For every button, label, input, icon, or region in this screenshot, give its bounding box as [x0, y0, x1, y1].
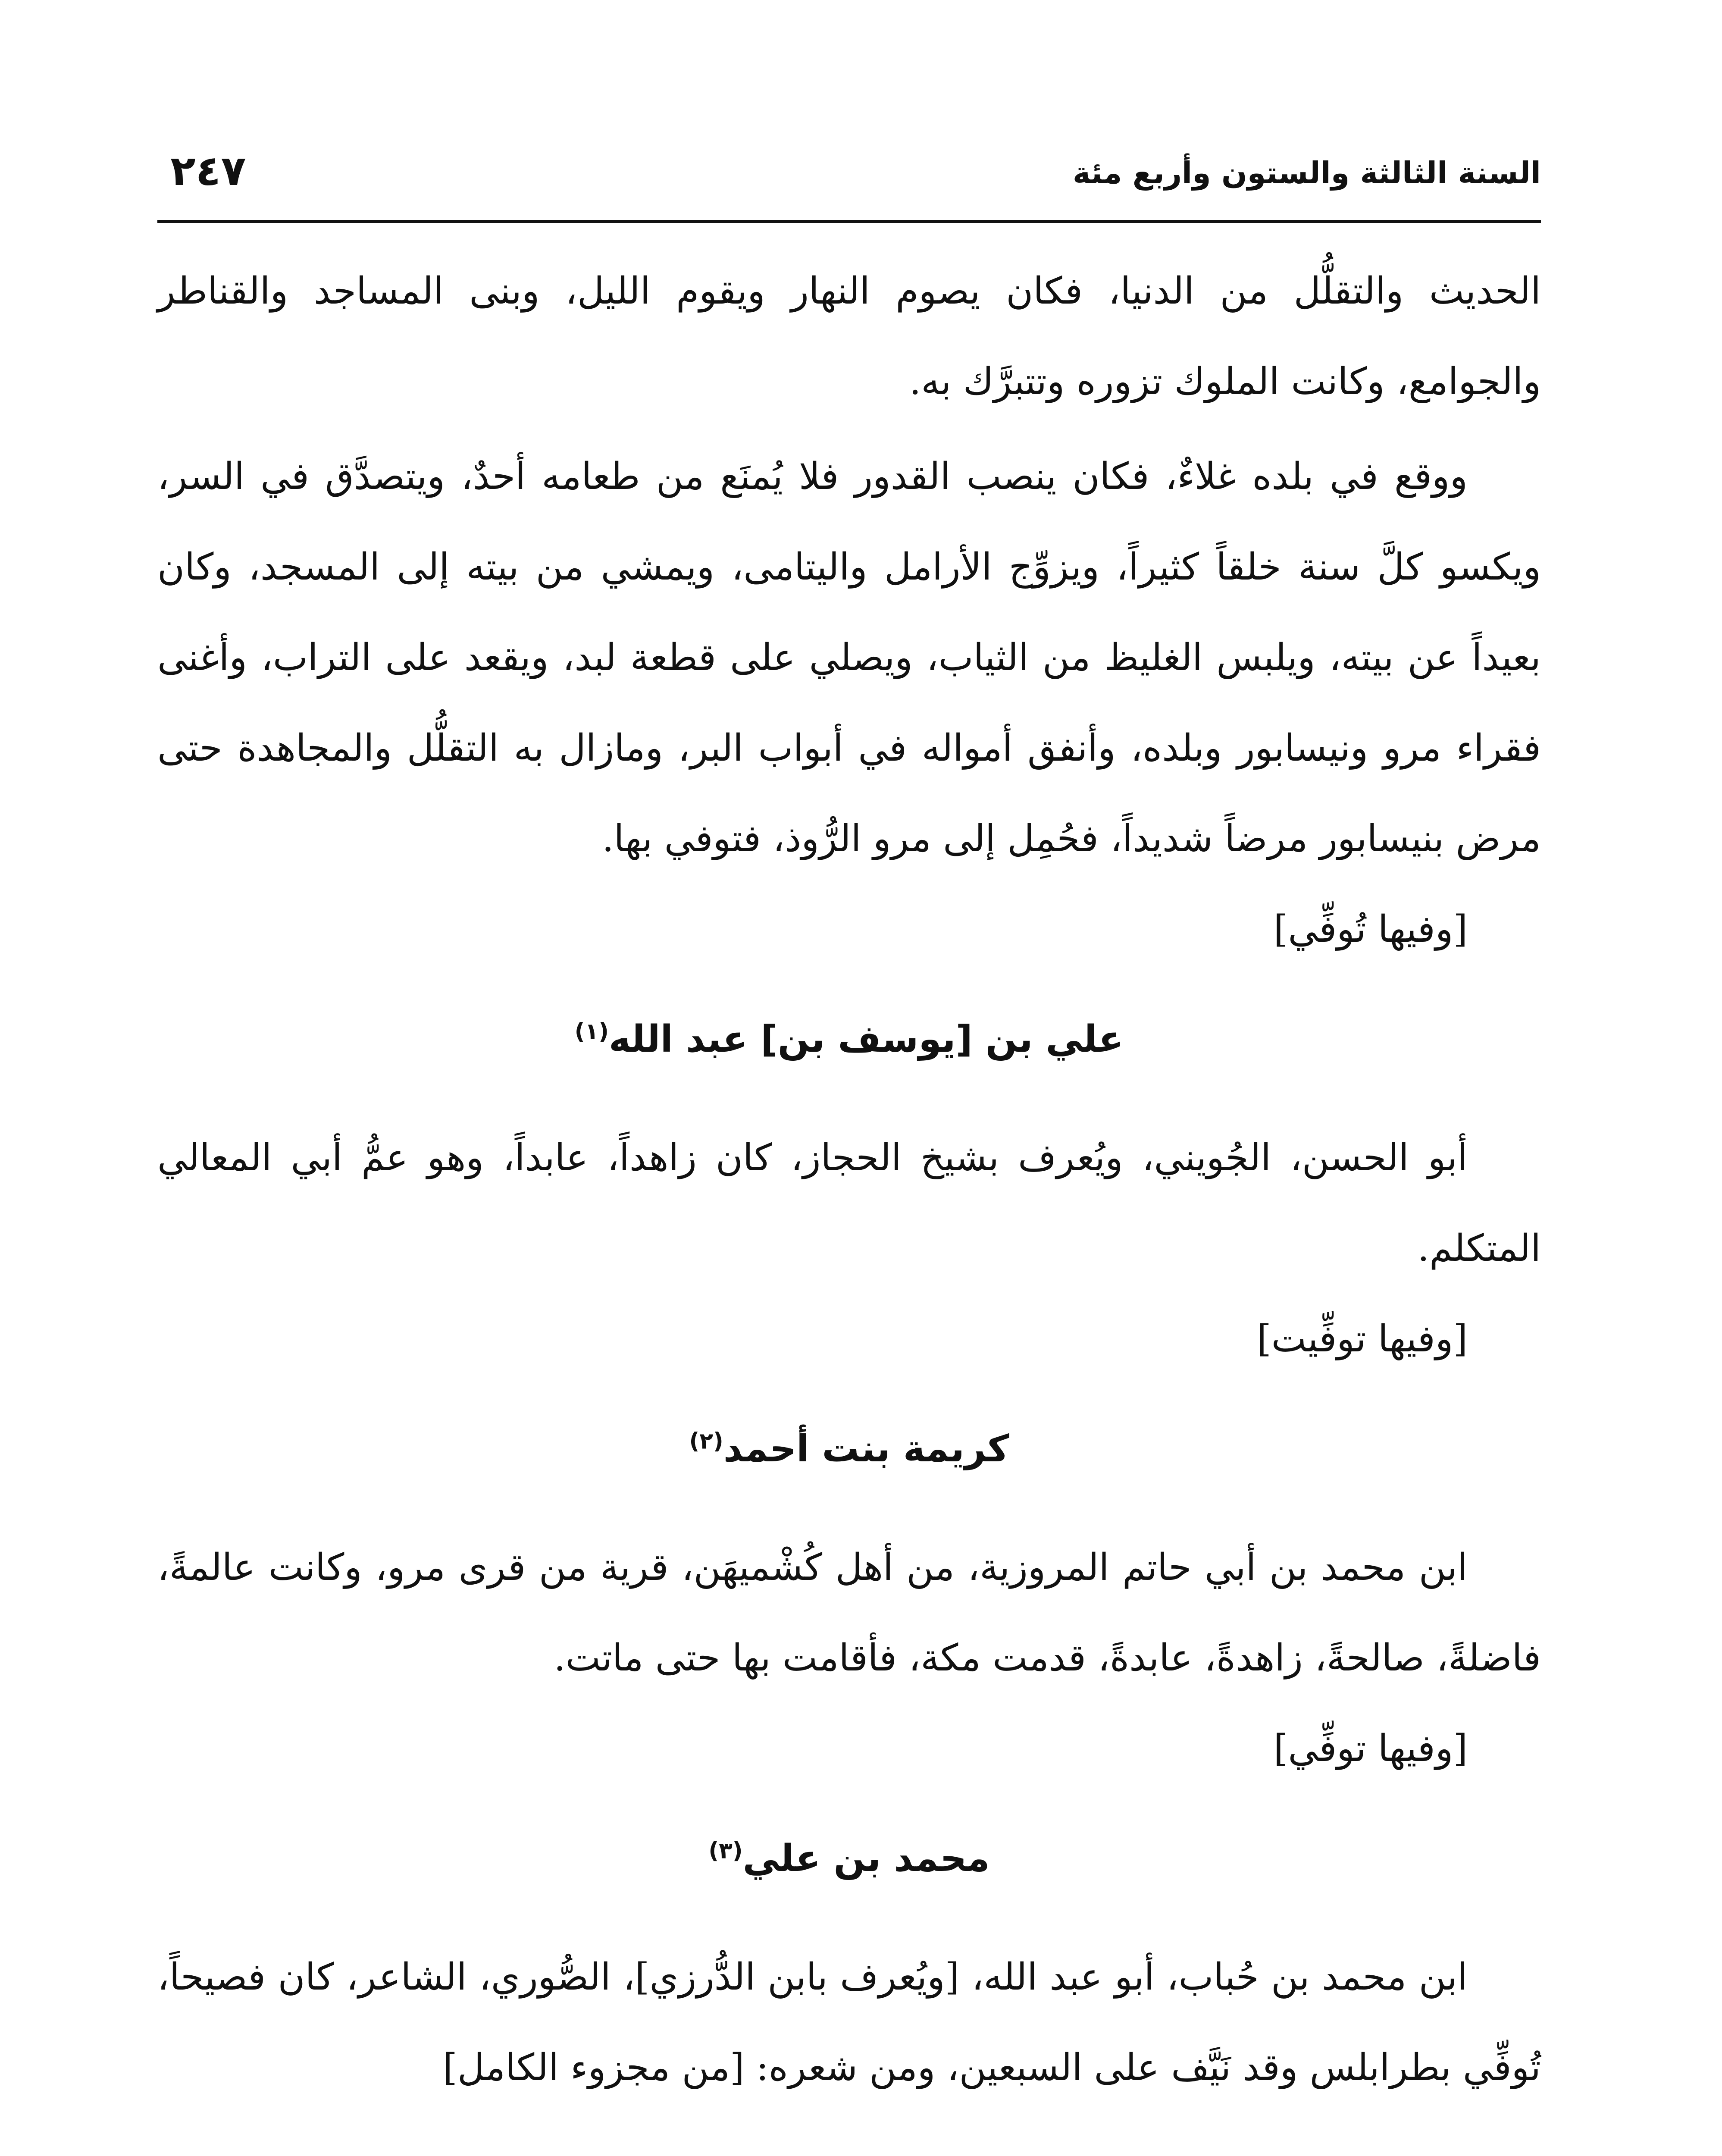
header-rule: [157, 220, 1541, 223]
paragraph: ووقع في بلده غلاءٌ، فكان ينصب القدور فلا يُمنَع من طعامه أحدٌ، ويتصدَّق في السر، ويكسو كلَّ سنة خلقاً كثيراً، ويزوِّج الأرامل واليتامى، ويمشي من بيته إلى المسجد، وكان بعيداً عن بيته، ويلبس الغليظ من الثياب، ويصلي على قطعة لبد، ويقعد على التراب، وأغنى فقراء مرو ونيسابور وبلده، وأنفق أمواله في أبواب البر، ومازال به التقلُّل والمجاهدة حتى مرض بنيسابور مرضاً شديداً، فحُمِل إلى مرو الرُّوذ، فتوفي بها.: [157, 455, 1541, 860]
page-header: [157, 147, 1541, 211]
entry-heading-text: محمد بن علي: [742, 1837, 990, 1880]
footnote-ref: (٣): [708, 1838, 743, 1864]
entry-heading-text: كريمة بنت أحمد: [723, 1427, 1009, 1470]
page-number: ٢٤٧: [170, 147, 246, 195]
death-note: [وفيها توفِّيت]: [1257, 1317, 1468, 1360]
entry-heading: [157, 1833, 1541, 1884]
death-note: [وفيها توفِّي]: [1273, 1727, 1468, 1770]
entry-heading: [157, 1013, 1541, 1065]
paragraph: ابن محمد بن حُباب، أبو عبد الله، [ويُعرف بابن الدُّرزي]، الصُّوري، الشاعر، كان فصيحاً، تُوفِّي بطرابلس وقد نَيَّف على السبعين، ومن شعره: [من مجزوء الكامل]: [157, 1955, 1541, 2089]
paragraph-continuation: الحديث والتقلُّل من الدنيا، فكان يصوم النهار ويقوم الليل، وبنى المساجد والقناطر والجوامع، وكانت الملوك تزوره وتتبرَّك به.: [157, 270, 1541, 403]
footnote-ref: (٢): [689, 1428, 723, 1454]
entry-heading: [157, 1423, 1541, 1475]
main-text: [157, 246, 1541, 2113]
entry-heading-text: علي بن [يوسف بن] عبد الله: [608, 1018, 1124, 1061]
paragraph: ابن محمد بن أبي حاتم المروزية، من أهل كُشْميهَن، قرية من قرى مرو، وكانت عالمةً، فاضلةً، صالحةً، زاهدةً، عابدةً، قدمت مكة، فأقامت بها حتى ماتت.: [157, 1546, 1541, 1680]
paragraph: أبو الحسن، الجُويني، ويُعرف بشيخ الحجاز، كان زاهداً، عابداً، وهو عمُّ أبي المعالي المتكلم.: [157, 1136, 1541, 1270]
running-title: السنة الثالثة والستون وأربع مئة: [1073, 155, 1541, 191]
footnote-ref: (١): [574, 1018, 609, 1045]
death-note: [وفيها تُوفِّي]: [1273, 908, 1468, 951]
